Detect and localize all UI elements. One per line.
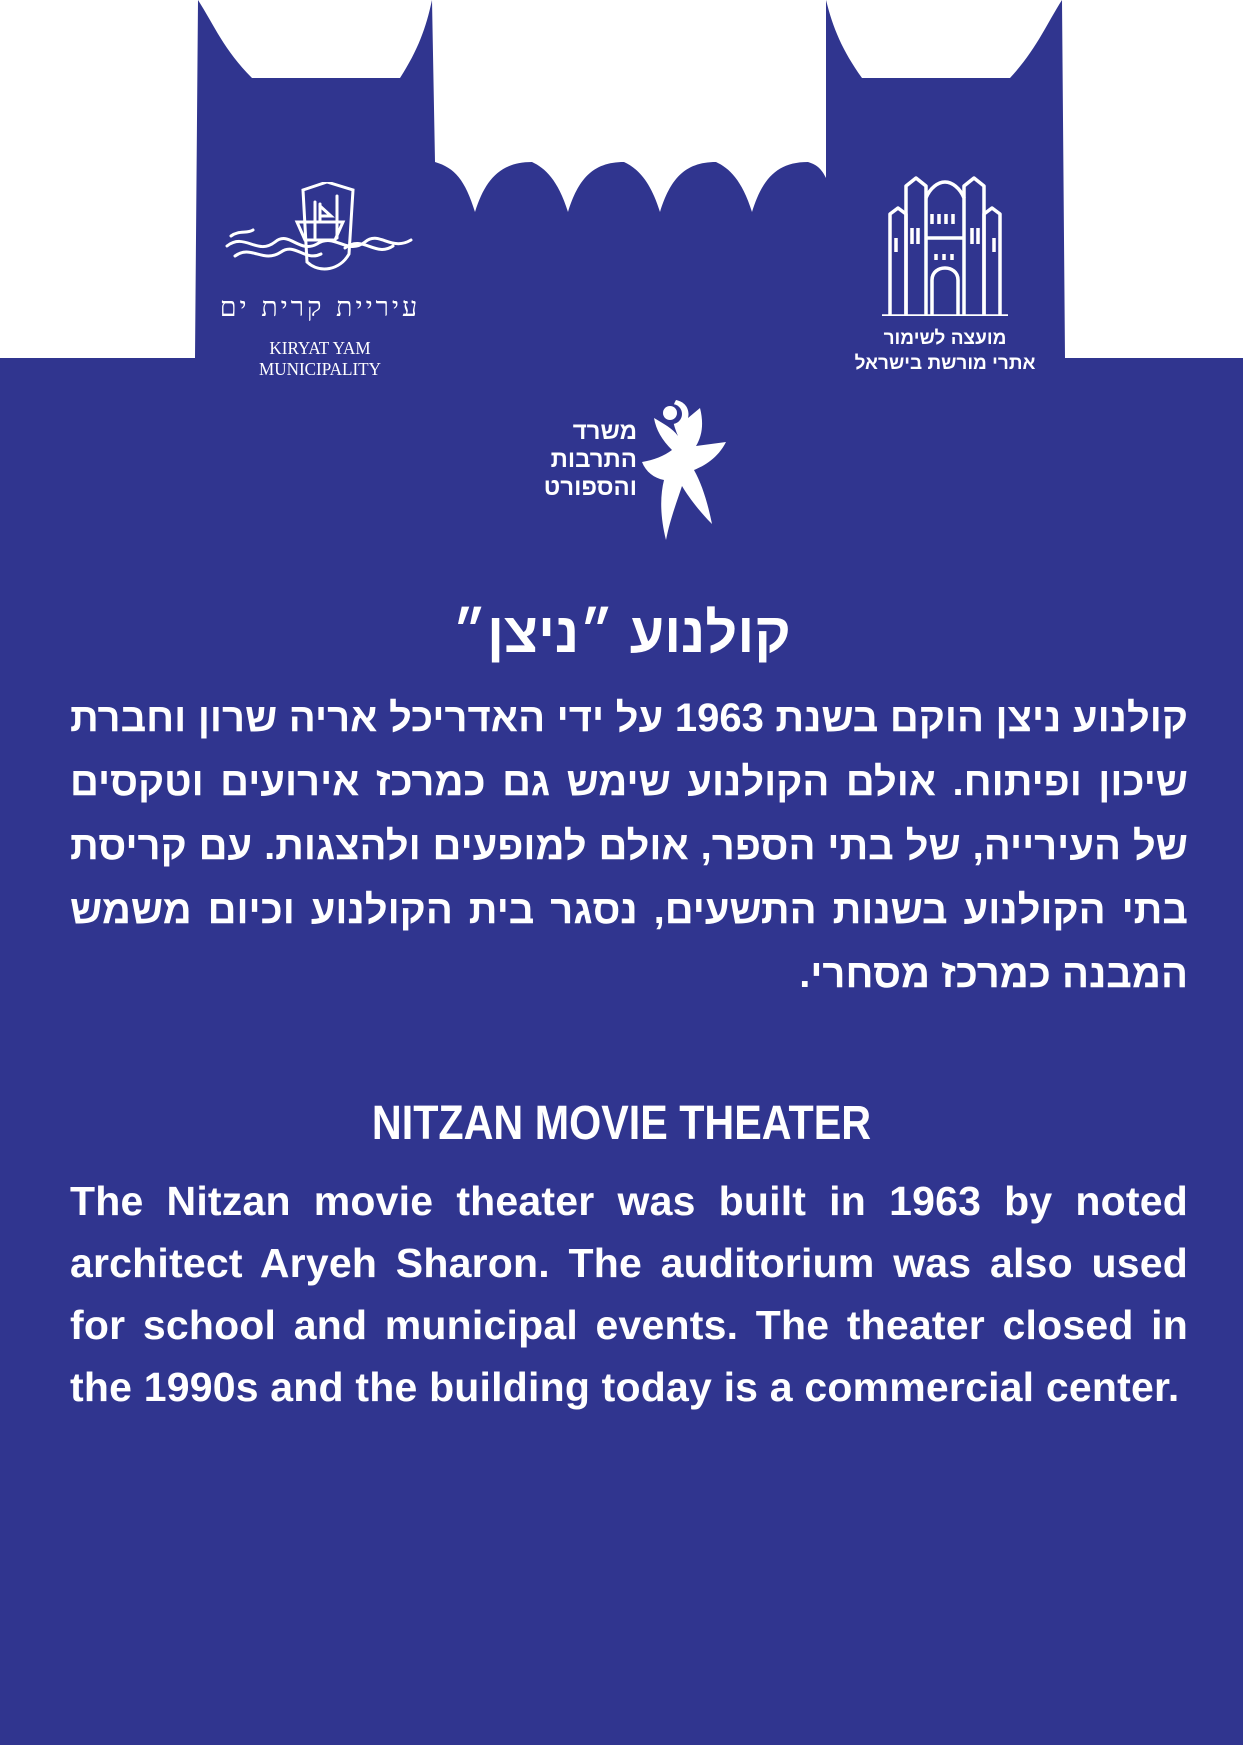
ministry-name-line-3: והספורט	[543, 474, 637, 501]
ministry-name-line-2: התרבות	[550, 446, 637, 473]
municipality-name-hebrew: עיריית קרית ים	[219, 292, 421, 323]
heritage-council-name-line-2: אתרי מורשת בישראל	[854, 353, 1036, 374]
castle-icon	[880, 168, 1010, 316]
star-figure-icon	[642, 400, 727, 540]
ministry-name-line-1: משרד	[572, 418, 637, 445]
kiryat-yam-logo	[210, 182, 430, 379]
ship-city-gate-icon	[225, 182, 415, 282]
hebrew-body-text: קולנוע ניצן הוקם בשנת 1963 על ידי האדריכל אריה שרון וחברת שיכון ופיתוח. אולם הקולנוע שימש גם כמרכז אירועים וטקסים של העירייה, של בתי הספר, אולם למופעים ולהצגות. עם קריסת בתי הקולנוע בשנות התשעים, נסגר בית הקולנוע וכיום משמש המבנה כמרכז מסחרי.	[70, 696, 1188, 996]
english-body-text: The Nitzan movie theater was built in 1963 by noted architect Aryeh Sharon. The auditorium was also used for school and municipal events. The theater closed in the 1990s and the building today is a commercial center.	[70, 1178, 1188, 1410]
hebrew-title: קולנוע ״ניצן״	[452, 601, 791, 664]
heritage-council-logo	[850, 168, 1040, 383]
municipality-name-english: KIRYAT YAM MUNICIPALITY	[259, 338, 381, 379]
english-title: NITZAN MOVIE THEATER	[371, 1097, 872, 1150]
ministry-culture-sport-logo	[530, 400, 730, 545]
heritage-council-name-line-1: מועצה לשימור	[883, 328, 1007, 349]
